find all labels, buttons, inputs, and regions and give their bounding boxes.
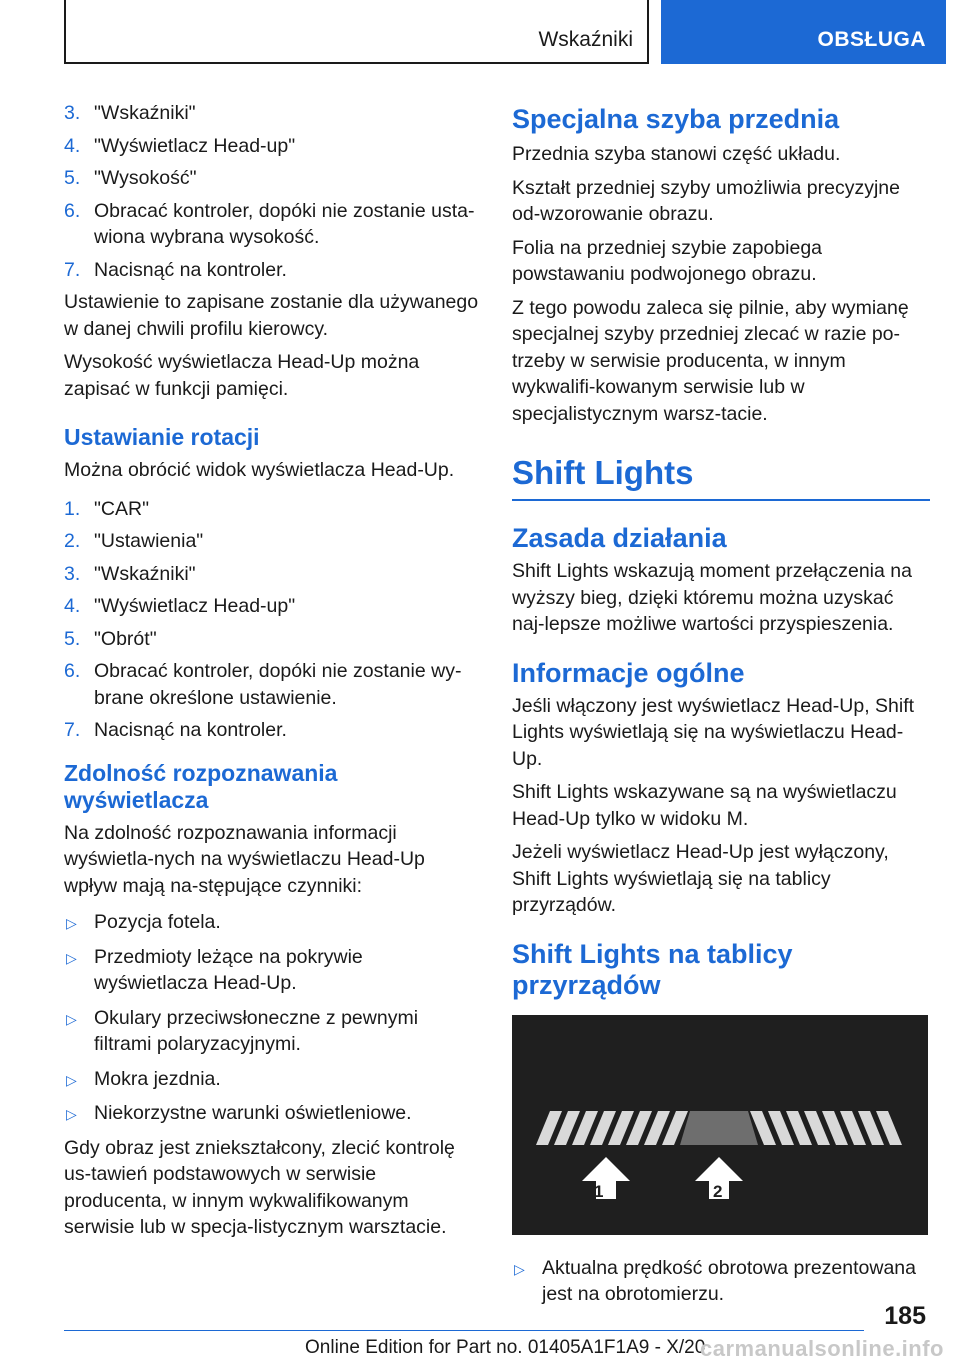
step-number: 5. [64, 627, 81, 650]
list-item [64, 717, 480, 744]
heading-cluster: Shift Lights na tablicy przyrządów [512, 938, 793, 1000]
list-item-text: Mokra jezdnia. [94, 1067, 221, 1090]
step-number: 3. [64, 102, 81, 124]
paragraph: Można obrócić widok wyświetlacza Head-Up. [64, 459, 455, 481]
factors-list [64, 909, 480, 1127]
triangle-bullet-icon: ▷ [66, 1071, 77, 1088]
step-text: "Wskaźniki" [94, 102, 196, 124]
step-text: Nacisnąć na kontroler. [94, 258, 287, 281]
heading-general: Informacje ogólne [512, 657, 745, 688]
step-number: 2. [64, 530, 81, 552]
footer-divider [64, 1330, 864, 1331]
watermark: carmanualsonline.info [700, 1336, 944, 1361]
step-text: "CAR" [94, 497, 150, 520]
list-item [64, 561, 480, 588]
triangle-bullet-icon: ▷ [66, 915, 77, 931]
header-section-title: Wskaźniki [538, 28, 633, 51]
page-number: 185 [884, 1302, 926, 1330]
step-number: 3. [64, 562, 81, 585]
list-item-text: Okulary przeciwsłoneczne z pewnymi filtrami polaryzacyjnymi. [94, 1006, 419, 1055]
list-item-text: Niekorzystne warunki oświetleniowe. [94, 1102, 412, 1124]
list-item [64, 658, 480, 711]
triangle-bullet-icon: ▷ [66, 1106, 77, 1122]
list-item-text: Przedmioty leżące na pokrywie wyświetlacza Head-Up. [94, 945, 363, 994]
step-text: Nacisnąć na kontroler. [94, 719, 287, 741]
list-item-text: Aktualna prędkość obrotowa prezentowana jest na obrotomierzu. [542, 1256, 916, 1305]
list-item [64, 593, 480, 620]
list-item [64, 1005, 480, 1058]
steps-list-rotation [64, 496, 480, 744]
paragraph: Przednia szyba stanowi część układu. [512, 143, 841, 165]
step-text: "Wyświetlacz Head-up" [94, 134, 296, 157]
list-item [64, 626, 480, 653]
left-column [64, 100, 480, 1248]
step-text: "Wskaźniki" [94, 562, 196, 585]
heading-principle: Zasada działania [512, 523, 727, 553]
list-item [64, 165, 480, 192]
step-number: 5. [64, 167, 81, 189]
header-section-box [64, 0, 649, 64]
paragraph: Jeżeli wyświetlacz Head-Up jest wyłączony, Shift Lights wyświetlają się na tablicy przyrządów. [512, 841, 889, 916]
paragraph: Wysokość wyświetlacza Head-Up można zapisać w funkcji pamięci. [64, 351, 420, 400]
paragraph: Z tego powodu zaleca się pilnie, aby wymianę specjalnej szyby przedniej zlecać w razie po-trzeby w serwisie producenta, w innym wykwalifi-kowanym serwisie lub w specjalistycznym warsz-tacie. [512, 296, 909, 425]
header-chapter-tab [661, 0, 946, 64]
list-item-text: Pozycja fotela. [94, 911, 221, 933]
heading-rotation: Ustawianie rotacji [64, 424, 260, 450]
list-item [64, 528, 480, 555]
paragraph: Kształt przedniej szyby umożliwia precyzyjne od-wzorowanie obrazu. [512, 176, 900, 225]
triangle-bullet-icon: ▷ [514, 1260, 525, 1277]
step-text: Obracać kontroler, dopóki nie zostanie usta- wiona wybrana wysokość. [94, 199, 475, 248]
list-item [64, 100, 480, 127]
paragraph: Shift Lights wskazywane są na wyświetlaczu Head-Up tylko w widoku M. [512, 781, 897, 830]
list-item [64, 909, 480, 936]
heading-windshield: Specjalna szyba przednia [512, 104, 840, 134]
paragraph: Jeśli włączony jest wyświetlacz Head-Up, Shift Lights wyświetlają się na wyświetlaczu Head-Up. [512, 694, 915, 770]
paragraph: Shift Lights wskazują moment przełączenia na wyższy bieg, dzięki któremu można uzyskać naj-lepsze możliwe wartości przyspieszenia. [512, 560, 912, 635]
step-number: 7. [64, 719, 81, 741]
list-item [64, 944, 480, 997]
heading-shift-lights: Shift Lights [512, 453, 930, 501]
figure-label-2: 2 [713, 1181, 723, 1201]
triangle-bullet-icon: ▷ [66, 949, 77, 966]
step-number: 4. [64, 595, 81, 617]
header-chapter-title: OBSŁUGA [817, 28, 926, 51]
paragraph: Na zdolność rozpoznawania informacji wyświetla-nych na wyświetlaczu Head-Up wpływ mają na-stępujące czynniki: [64, 821, 425, 897]
step-text: "Wyświetlacz Head-up" [94, 595, 296, 617]
step-number: 1. [64, 497, 81, 520]
list-item [64, 257, 480, 284]
list-item [64, 1066, 480, 1093]
step-number: 6. [64, 199, 81, 222]
list-item [64, 133, 480, 160]
step-text: "Ustawienia" [94, 530, 204, 552]
list-item [64, 1100, 480, 1127]
paragraph: Gdy obraz jest zniekształcony, zlecić kontrolę us-tawień podstawowych w serwisie producenta, w innym wykwalifikowanym serwisie lub w specja-listycznym warsztacie. [64, 1136, 455, 1238]
paragraph: Ustawienie to zapisane zostanie dla używanego w danej chwili profilu kierowcy. [64, 291, 479, 340]
steps-list-height [64, 100, 480, 283]
step-number: 4. [64, 134, 81, 157]
footer-edition: Online Edition for Part no. 01405A1F1A9 - X/20 [305, 1337, 706, 1358]
shift-lights-illustration [512, 1015, 928, 1235]
list-item [64, 198, 480, 251]
list-item [512, 1255, 930, 1308]
right-column [512, 100, 930, 1316]
triangle-bullet-icon: ▷ [66, 1010, 77, 1027]
shift-light-center [680, 1111, 758, 1145]
step-number: 7. [64, 258, 81, 281]
shift-lights-figure [512, 1015, 928, 1235]
step-text: "Wysokość" [94, 167, 197, 189]
step-text: Obracać kontroler, dopóki nie zostanie wy- brane określone ustawienie. [94, 660, 462, 709]
figure-label-1: 1 [594, 1181, 604, 1201]
list-item [64, 496, 480, 523]
heading-recognition: Zdolność rozpoznawania wyświetlacza [64, 759, 338, 813]
step-number: 6. [64, 660, 81, 682]
paragraph: Folia na przedniej szybie zapobiega powstawaniu podwojonego obrazu. [512, 236, 823, 285]
step-text: "Obrót" [94, 627, 157, 650]
